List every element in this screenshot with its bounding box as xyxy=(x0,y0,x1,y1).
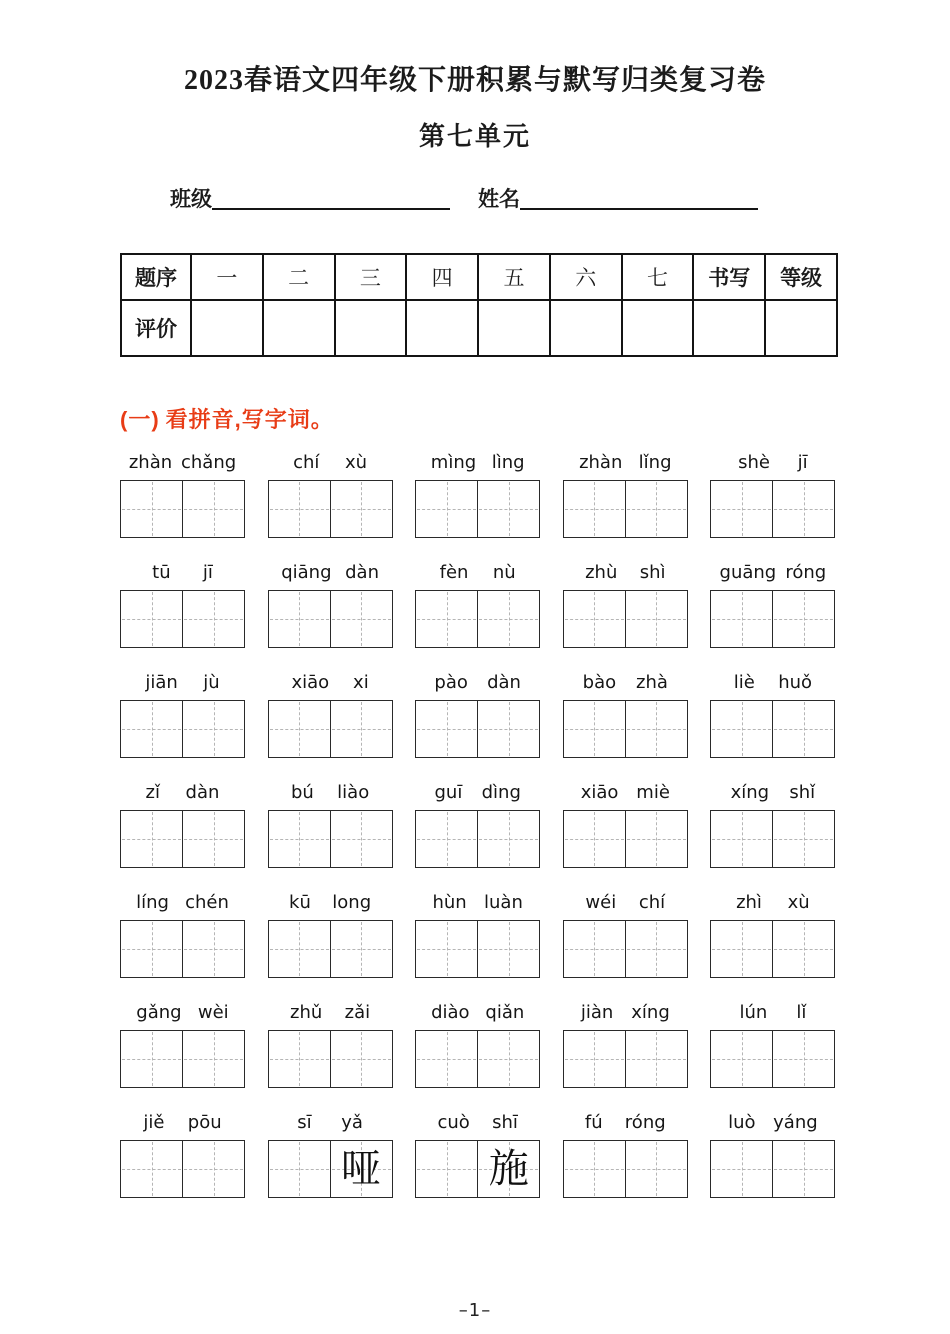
character-cell[interactable] xyxy=(711,1031,773,1087)
name-label: 姓名 xyxy=(478,188,520,211)
character-cell[interactable] xyxy=(564,701,626,757)
score-column-header: 书写 xyxy=(693,254,765,300)
section-number: (一) xyxy=(120,407,160,432)
word-block xyxy=(120,1000,245,1088)
pinyin-syllable: guāng xyxy=(719,562,777,583)
pinyin-label xyxy=(710,560,835,586)
pinyin-label xyxy=(710,670,835,696)
pinyin-syllable: zhà xyxy=(636,672,668,693)
character-cell[interactable] xyxy=(183,701,244,757)
section-one-header xyxy=(120,403,950,434)
character-cell[interactable] xyxy=(416,1141,478,1197)
character-cell[interactable] xyxy=(711,1141,773,1197)
word-block xyxy=(415,560,540,648)
writing-box xyxy=(415,1140,540,1198)
writing-box xyxy=(120,920,245,978)
pinyin-syllable: jù xyxy=(203,672,220,693)
character-cell[interactable] xyxy=(331,701,392,757)
word-block xyxy=(268,890,393,978)
writing-box xyxy=(120,480,245,538)
pinyin-syllable: mìng xyxy=(430,452,477,473)
pinyin-label xyxy=(710,890,835,916)
evaluation-empty-cell[interactable] xyxy=(191,300,263,356)
word-block xyxy=(415,780,540,868)
writing-box xyxy=(120,810,245,868)
pinyin-label xyxy=(415,670,540,696)
character-cell[interactable] xyxy=(478,591,539,647)
pinyin-label xyxy=(415,1110,540,1136)
character-cell[interactable] xyxy=(711,811,773,867)
pinyin-label xyxy=(120,1000,245,1026)
evaluation-empty-cell[interactable] xyxy=(478,300,550,356)
evaluation-empty-cell[interactable] xyxy=(765,300,837,356)
character-cell[interactable] xyxy=(331,481,392,537)
character-cell[interactable] xyxy=(626,481,687,537)
pinyin-label xyxy=(563,450,688,476)
word-block xyxy=(120,1110,245,1198)
character-cell[interactable] xyxy=(269,701,331,757)
evaluation-empty-cell[interactable] xyxy=(693,300,765,356)
character-cell[interactable] xyxy=(121,481,183,537)
pinyin-syllable: xi xyxy=(353,672,369,693)
word-block xyxy=(120,780,245,868)
character-cell[interactable] xyxy=(269,591,331,647)
character-cell[interactable] xyxy=(478,1031,539,1087)
character-cell[interactable] xyxy=(478,921,539,977)
word-block xyxy=(710,670,835,758)
character-cell[interactable] xyxy=(269,481,331,537)
word-block xyxy=(710,1110,835,1198)
pinyin-label xyxy=(563,670,688,696)
character-cell[interactable] xyxy=(416,811,478,867)
word-block xyxy=(563,1110,688,1198)
evaluation-row-label: 评价 xyxy=(121,300,191,356)
pinyin-label xyxy=(415,1000,540,1026)
pinyin-syllable: luò xyxy=(728,1112,756,1133)
writing-box xyxy=(563,810,688,868)
pinyin-syllable: lǐng xyxy=(638,452,672,473)
pinyin-label xyxy=(120,780,245,806)
writing-box xyxy=(415,810,540,868)
evaluation-empty-cell[interactable] xyxy=(550,300,622,356)
page-number: –1– xyxy=(458,1300,492,1321)
pinyin-label xyxy=(563,890,688,916)
pinyin-syllable: zhàn xyxy=(579,452,623,473)
score-table xyxy=(120,253,838,357)
character-cell[interactable] xyxy=(478,811,539,867)
word-block xyxy=(563,890,688,978)
evaluation-empty-cell[interactable] xyxy=(335,300,407,356)
character-cell[interactable] xyxy=(183,1141,244,1197)
pinyin-label xyxy=(268,780,393,806)
character-cell[interactable] xyxy=(711,481,773,537)
pinyin-syllable: wèi xyxy=(197,1002,229,1023)
pinyin-label xyxy=(710,780,835,806)
pinyin-syllable: líng xyxy=(136,892,169,913)
pinyin-syllable: jī xyxy=(202,562,213,583)
word-block xyxy=(268,450,393,538)
writing-box xyxy=(415,1030,540,1088)
character-cell[interactable] xyxy=(121,591,183,647)
pinyin-syllable: qiāng xyxy=(281,562,332,583)
character-cell[interactable] xyxy=(564,811,626,867)
writing-box xyxy=(268,810,393,868)
class-input-line[interactable] xyxy=(212,188,450,210)
pinyin-syllable: chén xyxy=(185,892,229,913)
writing-box xyxy=(563,480,688,538)
pinyin-syllable: zhì xyxy=(736,892,762,913)
word-block xyxy=(120,890,245,978)
pinyin-label xyxy=(268,1000,393,1026)
word-block xyxy=(268,1110,393,1198)
writing-box xyxy=(563,1030,688,1088)
score-column-header: 等级 xyxy=(765,254,837,300)
character-cell[interactable] xyxy=(626,921,687,977)
character-cell[interactable] xyxy=(416,921,478,977)
character-cell[interactable] xyxy=(626,1031,687,1087)
pinyin-syllable: xíng xyxy=(631,1002,670,1023)
character-cell[interactable] xyxy=(416,591,478,647)
pinyin-label xyxy=(710,1110,835,1136)
pinyin-syllable: jī xyxy=(797,452,808,473)
pinyin-syllable: bú xyxy=(290,782,314,803)
character-cell[interactable] xyxy=(626,811,687,867)
word-block xyxy=(415,890,540,978)
character-cell[interactable] xyxy=(183,591,244,647)
writing-box xyxy=(415,590,540,648)
pinyin-syllable: liè xyxy=(733,672,755,693)
pinyin-label xyxy=(710,450,835,476)
character-cell[interactable] xyxy=(626,591,687,647)
page-title: 2023春语文四年级下册积累与默写归类复习卷 xyxy=(183,65,766,96)
character-cell[interactable] xyxy=(121,921,183,977)
score-column-header: 五 xyxy=(478,254,550,300)
pinyin-syllable: dìng xyxy=(481,782,521,803)
character-cell[interactable] xyxy=(478,701,539,757)
writing-box xyxy=(415,480,540,538)
pinyin-label xyxy=(268,890,393,916)
word-block xyxy=(563,670,688,758)
pinyin-word-grid xyxy=(120,450,836,1198)
character-cell[interactable] xyxy=(183,1031,244,1087)
writing-box xyxy=(563,920,688,978)
pinyin-syllable: sī xyxy=(297,1112,312,1133)
pinyin-label xyxy=(563,1110,688,1136)
pinyin-syllable: fú xyxy=(584,1112,603,1133)
writing-box xyxy=(710,810,835,868)
pinyin-syllable: lún xyxy=(739,1002,768,1023)
word-block xyxy=(563,450,688,538)
character-cell[interactable] xyxy=(773,1141,834,1197)
pinyin-syllable: shī xyxy=(492,1112,518,1133)
pinyin-label xyxy=(415,560,540,586)
character-cell[interactable] xyxy=(711,591,773,647)
writing-box xyxy=(120,700,245,758)
pinyin-syllable: diào xyxy=(431,1002,470,1023)
pinyin-syllable: lǐ xyxy=(796,1002,807,1023)
character-cell[interactable] xyxy=(183,921,244,977)
score-column-header: 六 xyxy=(550,254,622,300)
character-cell[interactable] xyxy=(478,1141,539,1197)
pinyin-syllable: yǎ xyxy=(341,1112,363,1133)
writing-box xyxy=(268,700,393,758)
evaluation-empty-cell[interactable] xyxy=(622,300,694,356)
character-cell[interactable] xyxy=(564,1141,626,1197)
pinyin-syllable: jiān xyxy=(145,672,178,693)
prefilled-character: 施 xyxy=(488,1146,529,1191)
class-label: 班级 xyxy=(170,188,212,211)
character-cell[interactable] xyxy=(564,481,626,537)
character-cell[interactable] xyxy=(269,1141,331,1197)
character-cell[interactable] xyxy=(331,1031,392,1087)
score-table-corner-label: 题序 xyxy=(121,254,191,300)
writing-box xyxy=(563,1140,688,1198)
name-input-line[interactable] xyxy=(520,188,758,210)
unit-subtitle: 第七单元 xyxy=(418,122,531,151)
student-fields xyxy=(170,183,950,213)
character-cell[interactable] xyxy=(564,921,626,977)
writing-box xyxy=(120,1030,245,1088)
pinyin-syllable: miè xyxy=(636,782,670,803)
character-cell[interactable] xyxy=(183,481,244,537)
character-cell[interactable] xyxy=(711,701,773,757)
writing-box xyxy=(710,480,835,538)
character-cell[interactable] xyxy=(121,1031,183,1087)
writing-box xyxy=(710,590,835,648)
character-cell[interactable] xyxy=(121,1141,183,1197)
pinyin-syllable: zhàn xyxy=(128,452,173,473)
score-column-header: 四 xyxy=(406,254,478,300)
character-cell[interactable] xyxy=(773,591,834,647)
pinyin-label xyxy=(120,670,245,696)
character-cell[interactable] xyxy=(626,701,687,757)
pinyin-syllable: róng xyxy=(624,1112,666,1133)
pinyin-syllable: shè xyxy=(738,452,770,473)
pinyin-syllable: pōu xyxy=(187,1112,222,1133)
word-block xyxy=(268,670,393,758)
word-block xyxy=(268,1000,393,1088)
character-cell[interactable] xyxy=(773,1031,834,1087)
character-cell[interactable] xyxy=(331,1141,392,1197)
word-block xyxy=(710,450,835,538)
writing-box xyxy=(268,1030,393,1088)
pinyin-syllable: cuò xyxy=(437,1112,470,1133)
pinyin-syllable: qiǎn xyxy=(485,1002,525,1023)
word-block xyxy=(710,1000,835,1088)
pinyin-syllable: gǎng xyxy=(136,1002,182,1023)
word-block xyxy=(710,560,835,648)
writing-box xyxy=(120,590,245,648)
word-block xyxy=(268,560,393,648)
pinyin-syllable: zǎi xyxy=(344,1002,371,1023)
character-cell[interactable] xyxy=(416,1031,478,1087)
character-cell[interactable] xyxy=(711,921,773,977)
writing-box xyxy=(710,920,835,978)
score-column-header: 一 xyxy=(191,254,263,300)
pinyin-label xyxy=(415,890,540,916)
pinyin-syllable: jiàn xyxy=(580,1002,614,1023)
pinyin-label xyxy=(415,450,540,476)
word-block xyxy=(268,780,393,868)
pinyin-label xyxy=(268,1110,393,1136)
pinyin-syllable: luàn xyxy=(484,892,523,913)
prefilled-character: 哑 xyxy=(341,1146,382,1191)
pinyin-syllable: shǐ xyxy=(789,782,816,803)
pinyin-syllable: xíng xyxy=(730,782,770,803)
character-cell[interactable] xyxy=(331,811,392,867)
character-cell[interactable] xyxy=(773,921,834,977)
pinyin-syllable: zhǔ xyxy=(290,1002,323,1023)
pinyin-syllable: pào xyxy=(434,672,468,693)
pinyin-label xyxy=(415,780,540,806)
pinyin-label xyxy=(563,780,688,806)
pinyin-syllable: zhù xyxy=(585,562,618,583)
pinyin-syllable: long xyxy=(332,892,372,913)
pinyin-syllable: xù xyxy=(344,452,368,473)
character-cell[interactable] xyxy=(416,481,478,537)
writing-box xyxy=(563,700,688,758)
pinyin-label xyxy=(120,560,245,586)
word-block xyxy=(415,450,540,538)
pinyin-syllable: liào xyxy=(337,782,370,803)
character-cell[interactable] xyxy=(773,811,834,867)
character-cell[interactable] xyxy=(773,481,834,537)
character-cell[interactable] xyxy=(773,701,834,757)
pinyin-label xyxy=(268,670,393,696)
evaluation-empty-cell[interactable] xyxy=(406,300,478,356)
character-cell[interactable] xyxy=(183,811,244,867)
pinyin-syllable: lìng xyxy=(491,452,525,473)
word-block xyxy=(563,1000,688,1088)
pinyin-label xyxy=(268,560,393,586)
pinyin-syllable: dàn xyxy=(345,562,379,583)
writing-box xyxy=(710,700,835,758)
pinyin-label xyxy=(563,1000,688,1026)
pinyin-label xyxy=(268,450,393,476)
character-cell[interactable] xyxy=(121,811,183,867)
writing-box xyxy=(563,590,688,648)
character-cell[interactable] xyxy=(564,1031,626,1087)
score-column-header: 七 xyxy=(622,254,694,300)
pinyin-syllable: fèn xyxy=(439,562,469,583)
character-cell[interactable] xyxy=(121,701,183,757)
pinyin-syllable: kū xyxy=(289,892,311,913)
evaluation-empty-cell[interactable] xyxy=(263,300,335,356)
worksheet-page xyxy=(0,58,950,1334)
word-block xyxy=(120,560,245,648)
word-block xyxy=(415,1110,540,1198)
pinyin-syllable: dàn xyxy=(487,672,521,693)
pinyin-syllable: chǎng xyxy=(180,452,237,473)
writing-box xyxy=(268,480,393,538)
writing-box xyxy=(415,920,540,978)
pinyin-syllable: yáng xyxy=(773,1112,818,1133)
score-column-header: 三 xyxy=(335,254,407,300)
pinyin-syllable: chí xyxy=(638,892,666,913)
pinyin-label xyxy=(710,1000,835,1026)
pinyin-syllable: chí xyxy=(293,452,320,473)
character-cell[interactable] xyxy=(331,591,392,647)
pinyin-syllable: shì xyxy=(639,562,666,583)
character-cell[interactable] xyxy=(564,591,626,647)
writing-box xyxy=(120,1140,245,1198)
word-block xyxy=(563,780,688,868)
character-cell[interactable] xyxy=(269,811,331,867)
pinyin-syllable: tū xyxy=(152,562,171,583)
writing-box xyxy=(710,1030,835,1088)
character-cell[interactable] xyxy=(416,701,478,757)
character-cell[interactable] xyxy=(269,1031,331,1087)
writing-box xyxy=(710,1140,835,1198)
character-cell[interactable] xyxy=(478,481,539,537)
word-block xyxy=(120,450,245,538)
pinyin-syllable: xiāo xyxy=(580,782,619,803)
pinyin-syllable: jiě xyxy=(143,1112,165,1133)
score-column-header: 二 xyxy=(263,254,335,300)
character-cell[interactable] xyxy=(269,921,331,977)
pinyin-syllable: xiāo xyxy=(291,672,330,693)
character-cell[interactable] xyxy=(331,921,392,977)
writing-box xyxy=(268,920,393,978)
pinyin-label xyxy=(120,890,245,916)
pinyin-syllable: huǒ xyxy=(778,672,813,693)
word-block xyxy=(710,780,835,868)
word-block xyxy=(563,560,688,648)
pinyin-label xyxy=(120,1110,245,1136)
pinyin-syllable: hùn xyxy=(432,892,467,913)
pinyin-syllable: bào xyxy=(582,672,617,693)
writing-box xyxy=(268,590,393,648)
word-block xyxy=(415,1000,540,1088)
word-block xyxy=(120,670,245,758)
section-title: 看拼音,写字词。 xyxy=(165,407,334,432)
pinyin-label xyxy=(120,450,245,476)
pinyin-syllable: róng xyxy=(785,562,827,583)
word-block xyxy=(415,670,540,758)
pinyin-syllable: dàn xyxy=(185,782,220,803)
pinyin-syllable: nù xyxy=(492,562,516,583)
pinyin-syllable: xù xyxy=(787,892,810,913)
pinyin-syllable: zǐ xyxy=(145,782,160,803)
word-block xyxy=(710,890,835,978)
writing-box xyxy=(415,700,540,758)
character-cell[interactable] xyxy=(626,1141,687,1197)
pinyin-label xyxy=(563,560,688,586)
pinyin-syllable: wéi xyxy=(585,892,617,913)
writing-box xyxy=(268,1140,393,1198)
pinyin-syllable: guī xyxy=(434,782,463,803)
